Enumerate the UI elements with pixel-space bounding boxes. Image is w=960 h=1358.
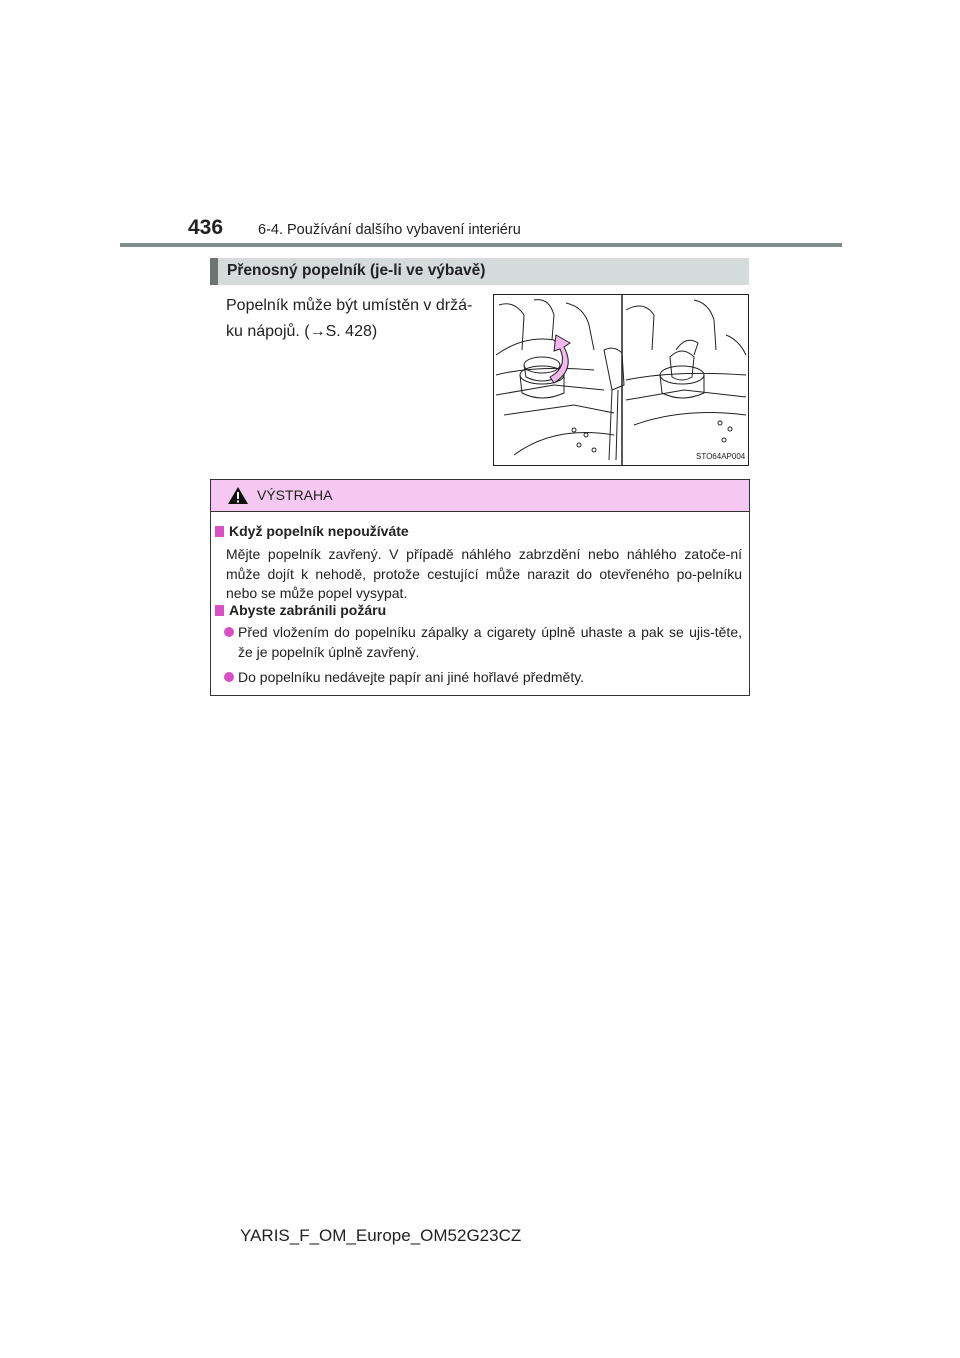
warning-title: VÝSTRAHA — [257, 487, 333, 503]
warning-section-fire — [215, 601, 745, 688]
warning-text-closed: Mějte popelník zavřený. V případě náhlého zabrzdění nebo náhlého zatoče-ní může dojít k nehodě, protože cestující může narazit do otevřeného po-pelníku nebo se může popel vysypat. — [226, 546, 742, 601]
warning-bullet — [224, 623, 742, 662]
section-title-bar — [210, 258, 749, 285]
page-number: 436 — [188, 216, 224, 239]
circle-bullet-icon — [224, 627, 234, 637]
header-rule — [120, 243, 842, 247]
body-line-1: Popelník může být umístěn v držá- — [226, 297, 473, 314]
section-title-accent — [210, 258, 218, 285]
warning-header — [211, 480, 749, 512]
warning-box — [210, 479, 750, 696]
warning-heading-fire: Abyste zabránili požáru — [215, 601, 745, 619]
section-header: 6-4. Používání dalšího vybavení interiéru — [258, 222, 521, 238]
ashtray-figure — [493, 294, 749, 466]
body-line-2: ku nápojů. (→S. 428) — [226, 323, 378, 340]
square-bullet-icon — [215, 526, 224, 537]
circle-bullet-icon — [224, 672, 234, 682]
warning-bullet-text: Do popelníku nedávejte papír ani jiné hořlavé předměty. — [238, 669, 585, 685]
warning-section-closed — [215, 522, 745, 604]
footer-code: YARIS_F_OM_Europe_OM52G23CZ — [240, 1226, 522, 1245]
ashtray-illustration — [494, 295, 748, 465]
square-bullet-icon — [215, 605, 224, 616]
warning-bullet-text: Před vložením do popelníku zápalky a cigarety úplně uhaste a pak se ujis-těte, že je popelník úplně zavřený. — [238, 624, 742, 660]
warning-triangle-icon — [227, 486, 249, 505]
warning-heading-closed: Když popelník nepoužíváte — [215, 522, 745, 540]
warning-bullet — [224, 668, 742, 688]
section-title: Přenosný popelník (je-li ve výbavě) — [227, 262, 486, 279]
figure-code: STO64AP004 — [696, 452, 746, 461]
body-text — [226, 293, 488, 345]
